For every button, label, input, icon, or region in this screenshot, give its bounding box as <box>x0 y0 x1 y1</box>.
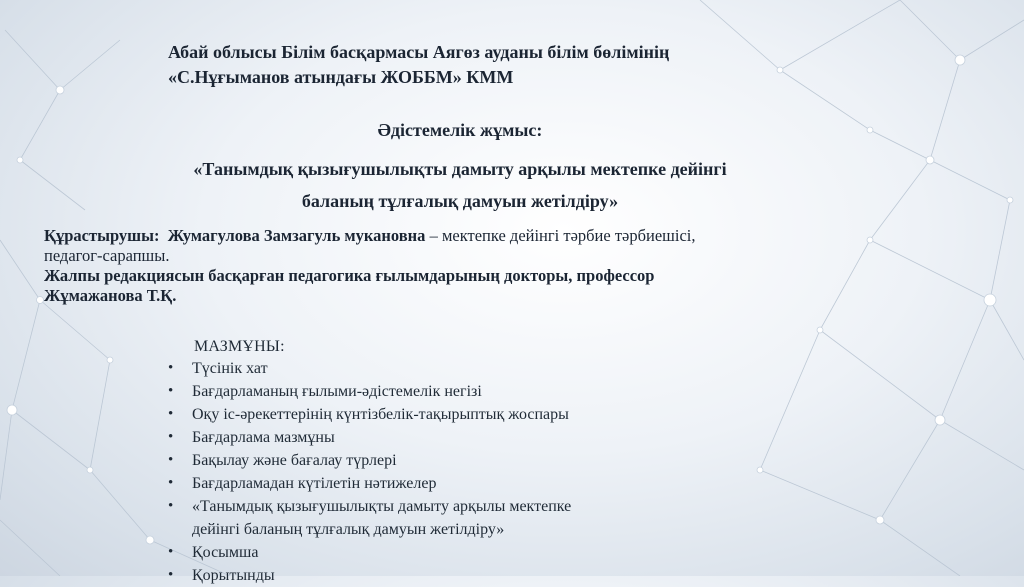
organization-header <box>168 40 669 90</box>
editor-name-line <box>44 286 804 306</box>
credits-block <box>44 226 804 306</box>
contents-item: • Бағдарламадан күтілетін нәтижелер <box>168 472 571 495</box>
contents-title: МАЗМҰНЫ: <box>194 338 285 355</box>
contents-item-line-1: • «Танымдық қызығушылықты дамыту арқылы мектепке <box>192 498 572 515</box>
compiler-line <box>44 226 804 246</box>
contents-item-line-2: дейінгі баланың тұлғалық дамуын жетілдіру» <box>192 521 505 538</box>
contents-item: • Түсінік хат <box>168 357 571 380</box>
contents-list <box>168 357 571 587</box>
editor-line <box>44 266 804 286</box>
organization-line-2: «С.Нұғыманов атындағы ЖОББМ» КММ <box>168 67 514 87</box>
compiler-role: – мектепке дейінгі тәрбие тәрбиешісі, <box>429 226 696 245</box>
work-type-label: Әдістемелік жұмыс: <box>377 120 543 140</box>
editor-name: Жұмажанова Т.Қ. <box>44 286 177 305</box>
work-title-line-2: баланың тұлғалық дамуын жетілдіру» <box>301 191 619 211</box>
contents-item: • Қорытынды <box>168 564 571 587</box>
contents-item <box>168 495 571 541</box>
compiler-label: Құрастырушы: <box>44 226 160 245</box>
contents-item: • Бағдарламаның ғылыми-әдістемелік негізі <box>168 380 571 403</box>
contents-item: • Қосымша <box>168 541 571 564</box>
compiler-name: Жумагулова Замзагуль мукановна <box>167 226 426 245</box>
contents-item: • Бақылау және бағалау түрлері <box>168 449 571 472</box>
contents-item: • Бағдарлама мазмұны <box>168 426 571 449</box>
contents-item: • Оқу іс-әрекеттерінің күнтізбелік-тақырыптық жоспары <box>168 403 571 426</box>
editor-title: Жалпы редакциясын басқарған педагогика ғылымдарының докторы, профессор <box>44 266 655 285</box>
work-title <box>0 153 920 217</box>
compiler-role-continued: педагог-сарапшы. <box>44 246 170 265</box>
organization-line-1: Абай облысы Білім басқармасы Аягөз ауданы білім бөлімінің <box>168 42 670 62</box>
work-title-line-1: «Танымдық қызығушылықты дамыту арқылы мектепке дейінгі <box>193 159 727 179</box>
